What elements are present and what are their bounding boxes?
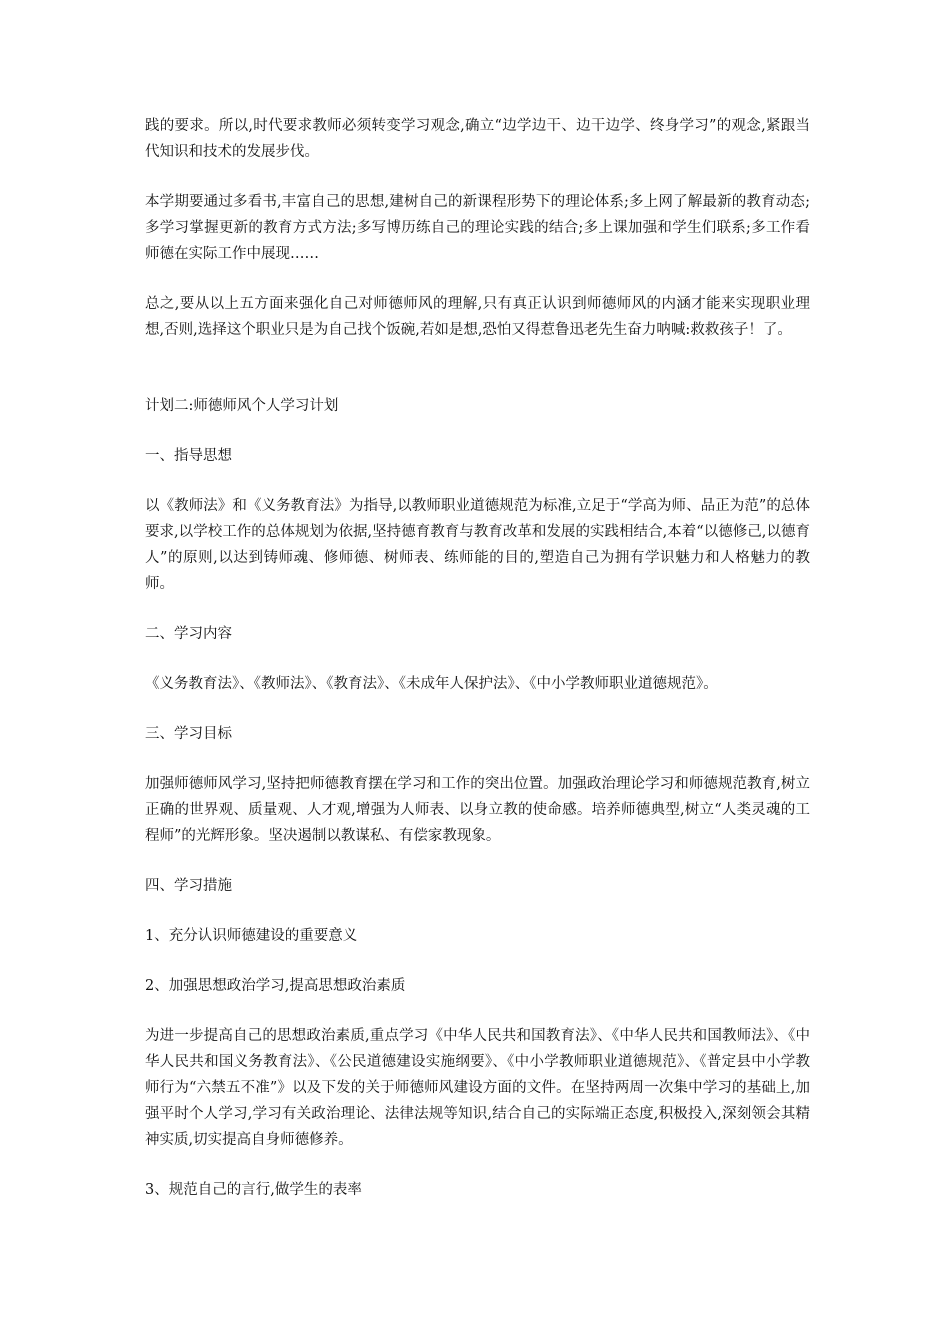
paragraph-6: 加强师德师风学习,坚持把师德教育摆在学习和工作的突出位置。加强政治理论学习和师德规范教育,树立正确的世界观、质量观、人才观,增强为人师表、以身立教的使命感。培养师德典型,树立“人类灵魂的工程师”的光辉形象。坚决遏制以教谋私、有偿家教现象。 xyxy=(145,776,810,844)
section-heading-1: 一、指导思想 xyxy=(145,448,232,464)
plan-title: 计划二:师德师风个人学习计划 xyxy=(145,398,339,414)
paragraph-5: 《义务教育法》、《教师法》、《教育法》、《未成年人保护法》、《中小学教师职业道德规范》。 xyxy=(145,676,718,692)
paragraph-3: 总之,要从以上五方面来强化自己对师德师风的理解,只有真正认识到师德师风的内涵才能来实现职业理想,否则,选择这个职业只是为自己找个饭碗,若如是想,恐怕又得惹鲁迅老先生奋力呐喊:救救孩子！了。 xyxy=(145,296,810,338)
section-heading-2: 二、学习内容 xyxy=(145,626,232,642)
section-heading-4: 四、学习措施 xyxy=(145,878,232,894)
list-item-2: 2、加强思想政治学习,提高思想政治素质 xyxy=(145,978,406,994)
list-item-1: 1、充分认识师德建设的重要意义 xyxy=(145,928,358,944)
list-item-3: 3、规范自己的言行,做学生的表率 xyxy=(145,1182,362,1198)
paragraph-7: 为进一步提高自己的思想政治素质,重点学习《中华人民共和国教育法》、《中华人民共和国教师法》、《中华人民共和国义务教育法》、《公民道德建设实施纲要》、《中小学教师职业道德规范》、《普定县中小学教师行为“六禁五不准”》以及下发的关于师德师风建设方面的文件。在坚持两周一次集中学习的基础上,加强平时个人学习,学习有关政治理论、法律法规等知识,结合自己的实际端正态度,积极投入,深刻领会其精神实质,切实提高自身师德修养。 xyxy=(145,1028,810,1148)
paragraph-2: 本学期要通过多看书,丰富自己的思想,建树自己的新课程形势下的理论体系;多上网了解最新的教育动态;多学习掌握更新的教育方式方法;多写博历练自己的理论实践的结合;多上课加强和学生们联系;多工作看师德在实际工作中展现…… xyxy=(145,194,810,262)
paragraph-1: 践的要求。所以,时代要求教师必须转变学习观念,确立“边学边干、边干边学、终身学习”的观念,紧跟当代知识和技术的发展步伐。 xyxy=(145,118,810,160)
document-body xyxy=(145,113,810,1203)
paragraph-4: 以《教师法》和《义务教育法》为指导,以教师职业道德规范为标准,立足于“学高为师、品正为范”的总体要求,以学校工作的总体规划为依据,坚持德育教育与教育改革和发展的实践相结合,本着“以德修己,以德育人”的原则,以达到铸师魂、修师德、树师表、练师能的目的,塑造自己为拥有学识魅力和人格魅力的教师。 xyxy=(145,498,810,592)
section-heading-3: 三、学习目标 xyxy=(145,726,232,742)
